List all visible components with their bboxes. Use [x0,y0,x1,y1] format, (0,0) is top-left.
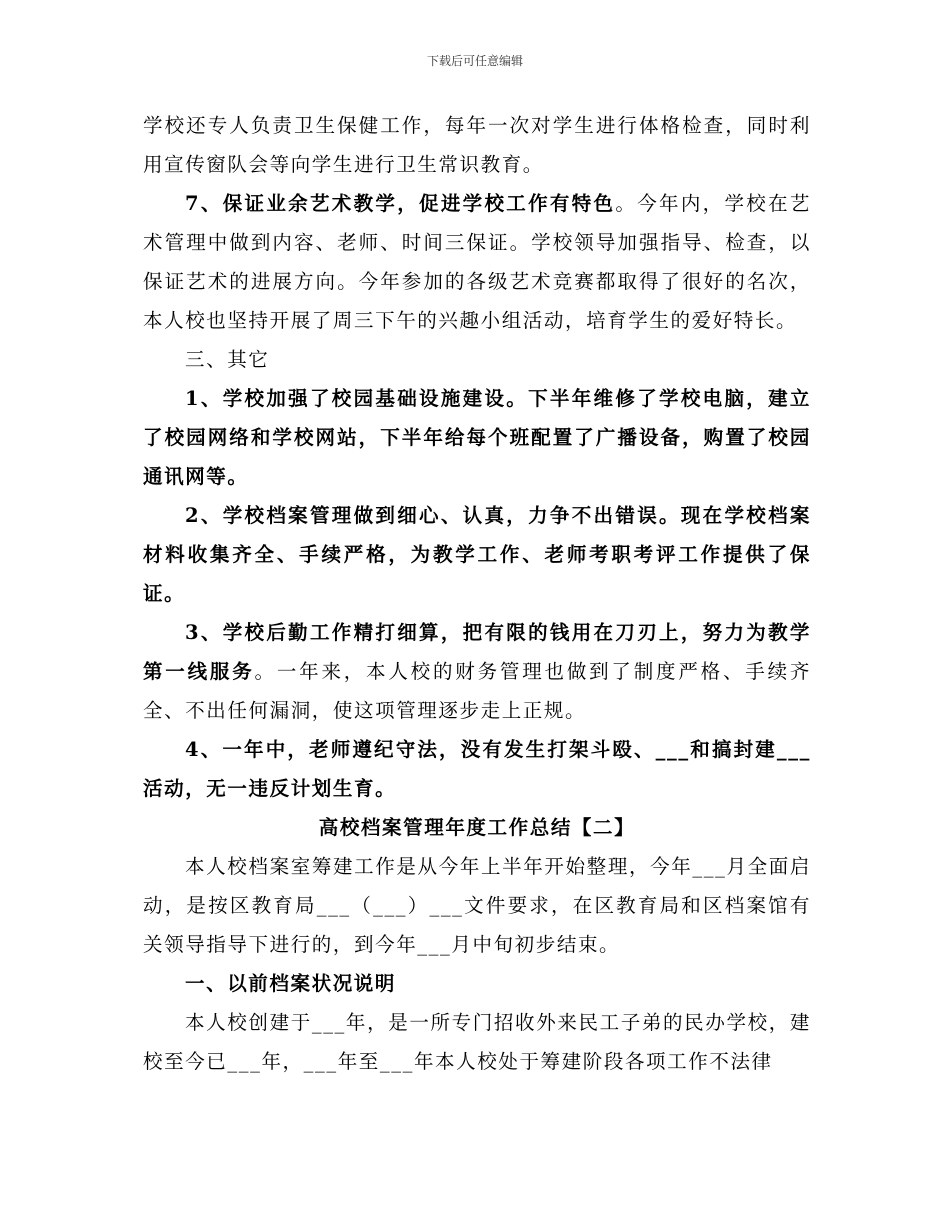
section-heading-other: 三、其它 [185,348,270,371]
paragraph-archive-setup: 本人校档案室筹建工作是从今年上半年开始整理，今年___月全面启动，是按区教育局___（___）___文件要求，在区教育局和区档案馆有关领导指导下进行的，到今年___月中旬初步结束。 [143,855,811,956]
logistics-text: 。一年来，本人校的财务管理也做到了制度严格、手续齐全、不出任何漏洞，使这项管理逐步走上正规。 [143,660,811,722]
paragraph-health-care: 学校还专人负责卫生保健工作，每年一次对学生进行体格检查，同时利用宣传窗队会等向学生进行卫生常识教育。 [143,114,811,176]
paragraph-archive-management: 2、学校档案管理做到细心、认真，力争不出错误。现在学校档案材料收集齐全、手续严格，为教学工作、老师考职考评工作提供了保证。 [143,504,811,605]
paragraph-art-teaching [143,184,811,340]
logistics-heading: 3、学校后勤工作精打细算，把有限的钱用在刀刃上，努力为教学第一线服务 [143,621,811,683]
paragraph-school-history: 本人校创建于___年，是一所专门招收外来民工子弟的民办学校，建校至今已___年，___年至___年本人校处于筹建阶段各项工作不法律 [143,1011,811,1073]
paragraph-discipline: 4、一年中，老师遵纪守法，没有发生打架斗殴、___和搞封建___活动，无一违反计划生育。 [143,738,811,800]
page-header: 下载后可任意编辑 [426,54,523,68]
art-teaching-heading: 7、保证业余艺术教学，促进学校工作有特色 [185,192,616,215]
paragraph-infrastructure: 1、学校加强了校园基础设施建设。下半年维修了学校电脑，建立了校园网络和学校网站，下半年给每个班配置了广播设备，购置了校园通讯网等。 [143,387,811,488]
paragraph-logistics [143,613,811,730]
art-teaching-text: 。今年内，学校在艺术管理中做到内容、老师、时间三保证。学校领导加强指导、检查，以保证艺术的进展方向。今年参加的各级艺术竞赛都取得了很好的名次，本人校也坚持开展了周三下午的兴趣小组活动，培育学生的爱好特长。 [143,192,811,332]
section-title: 高校档案管理年度工作总结【二】 [318,816,636,839]
document-body [143,106,811,1081]
section-heading-previous-status: 一、以前档案状况说明 [185,972,397,995]
